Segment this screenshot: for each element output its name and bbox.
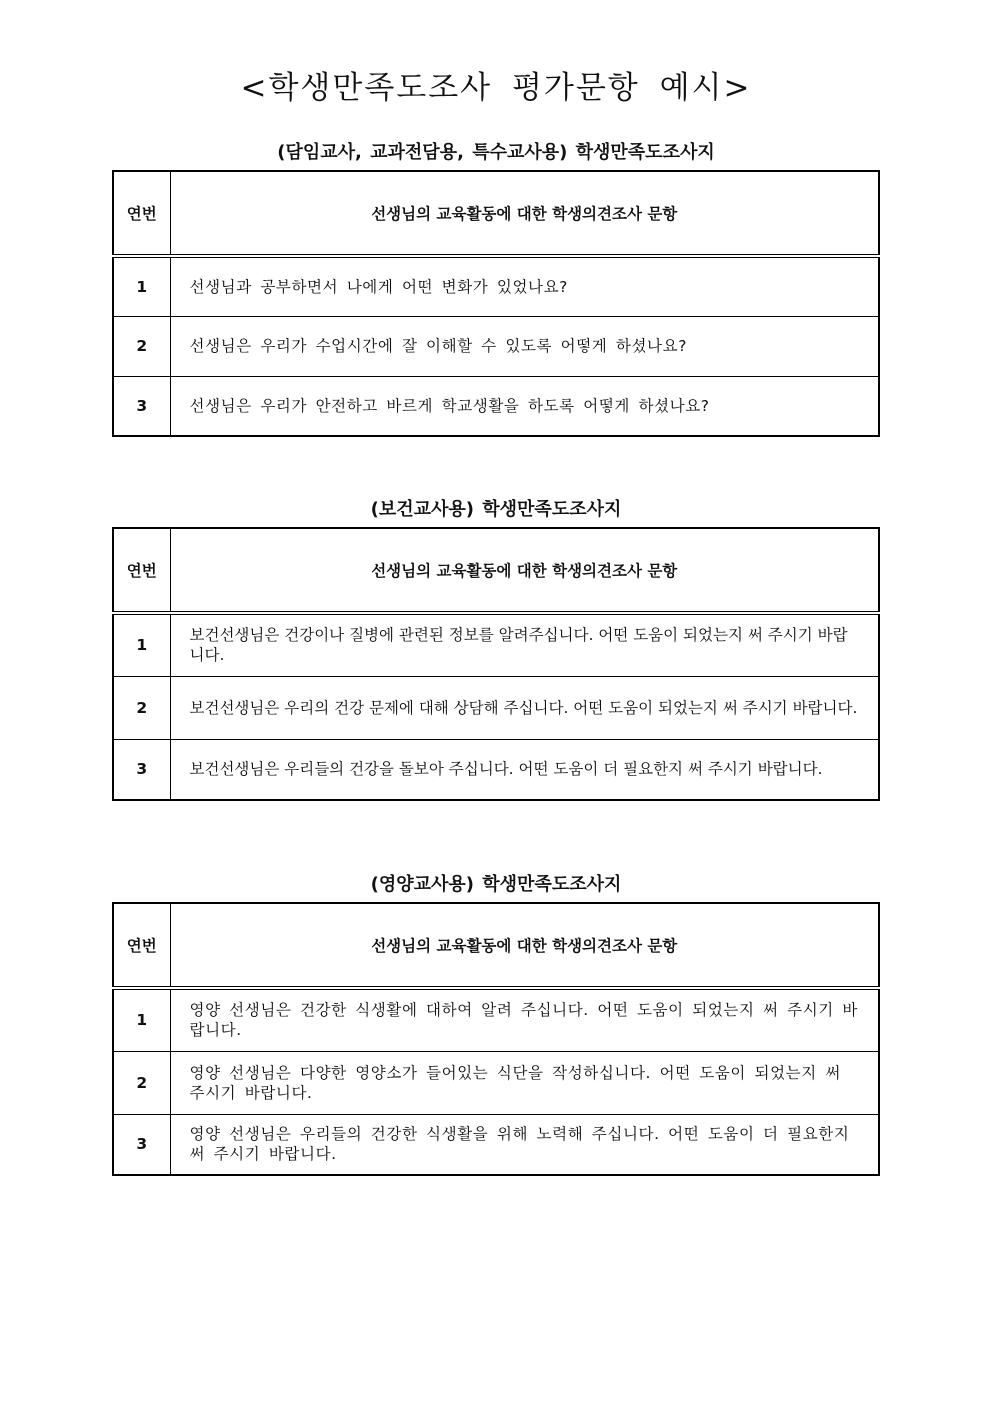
survey-table-nutrition	[112, 902, 880, 1176]
row-number: 2	[113, 1051, 170, 1114]
table-row	[113, 376, 879, 436]
section-title-health: (보건교사용) 학생만족도조사지	[370, 499, 622, 520]
row-number: 1	[113, 613, 170, 676]
row-number: 3	[113, 376, 170, 436]
table-row	[113, 988, 879, 1051]
section-title-nutrition: (영양교사용) 학생만족도조사지	[370, 874, 622, 895]
number-column-header: 연번	[113, 171, 170, 256]
survey-table-health	[112, 527, 880, 801]
row-number: 3	[113, 739, 170, 800]
table-header-row	[113, 528, 879, 613]
question-text: 영양 선생님은 건강한 식생활에 대하여 알려 주십니다. 어떤 도움이 되었는지 써 주시기 바랍니다.	[170, 988, 879, 1051]
table-header-row	[113, 171, 879, 256]
row-number: 2	[113, 676, 170, 739]
table-row	[113, 676, 879, 739]
question-column-header: 선생님의 교육활동에 대한 학생의견조사 문항	[170, 903, 879, 988]
question-text: 영양 선생님은 우리들의 건강한 식생활을 위해 노력해 주십니다. 어떤 도움이 더 필요한지 써 주시기 바랍니다.	[170, 1114, 879, 1175]
page-title: <학생만족도조사 평가문항 예시>	[240, 70, 752, 106]
question-text: 영양 선생님은 다양한 영양소가 들어있는 식단을 작성하십니다. 어떤 도움이 되었는지 써 주시기 바랍니다.	[170, 1051, 879, 1114]
survey-table-homeroom	[112, 170, 880, 437]
row-number: 3	[113, 1114, 170, 1175]
table-header-row	[113, 903, 879, 988]
question-column-header: 선생님의 교육활동에 대한 학생의견조사 문항	[170, 171, 879, 256]
table-row	[113, 316, 879, 376]
row-number: 2	[113, 316, 170, 376]
question-text: 보건선생님은 우리들의 건강을 돌보아 주십니다. 어떤 도움이 더 필요한지 써 주시기 바랍니다.	[170, 739, 879, 800]
question-text: 보건선생님은 우리의 건강 문제에 대해 상담해 주십니다. 어떤 도움이 되었는지 써 주시기 바랍니다.	[170, 676, 879, 739]
number-column-header: 연번	[113, 528, 170, 613]
row-number: 1	[113, 988, 170, 1051]
question-column-header: 선생님의 교육활동에 대한 학생의견조사 문항	[170, 528, 879, 613]
question-text: 선생님은 우리가 안전하고 바르게 학교생활을 하도록 어떻게 하셨나요?	[170, 376, 879, 436]
table-row	[113, 256, 879, 316]
question-text: 보건선생님은 건강이나 질병에 관련된 정보를 알려주십니다. 어떤 도움이 되었는지 써 주시기 바랍니다.	[170, 613, 879, 676]
table-row	[113, 1114, 879, 1175]
row-number: 1	[113, 256, 170, 316]
question-text: 선생님과 공부하면서 나에게 어떤 변화가 있었나요?	[170, 256, 879, 316]
table-row	[113, 613, 879, 676]
section-title-homeroom: (담임교사, 교과전담용, 특수교사용) 학생만족도조사지	[277, 142, 715, 163]
number-column-header: 연번	[113, 903, 170, 988]
question-text: 선생님은 우리가 수업시간에 잘 이해할 수 있도록 어떻게 하셨나요?	[170, 316, 879, 376]
table-row	[113, 1051, 879, 1114]
table-row	[113, 739, 879, 800]
